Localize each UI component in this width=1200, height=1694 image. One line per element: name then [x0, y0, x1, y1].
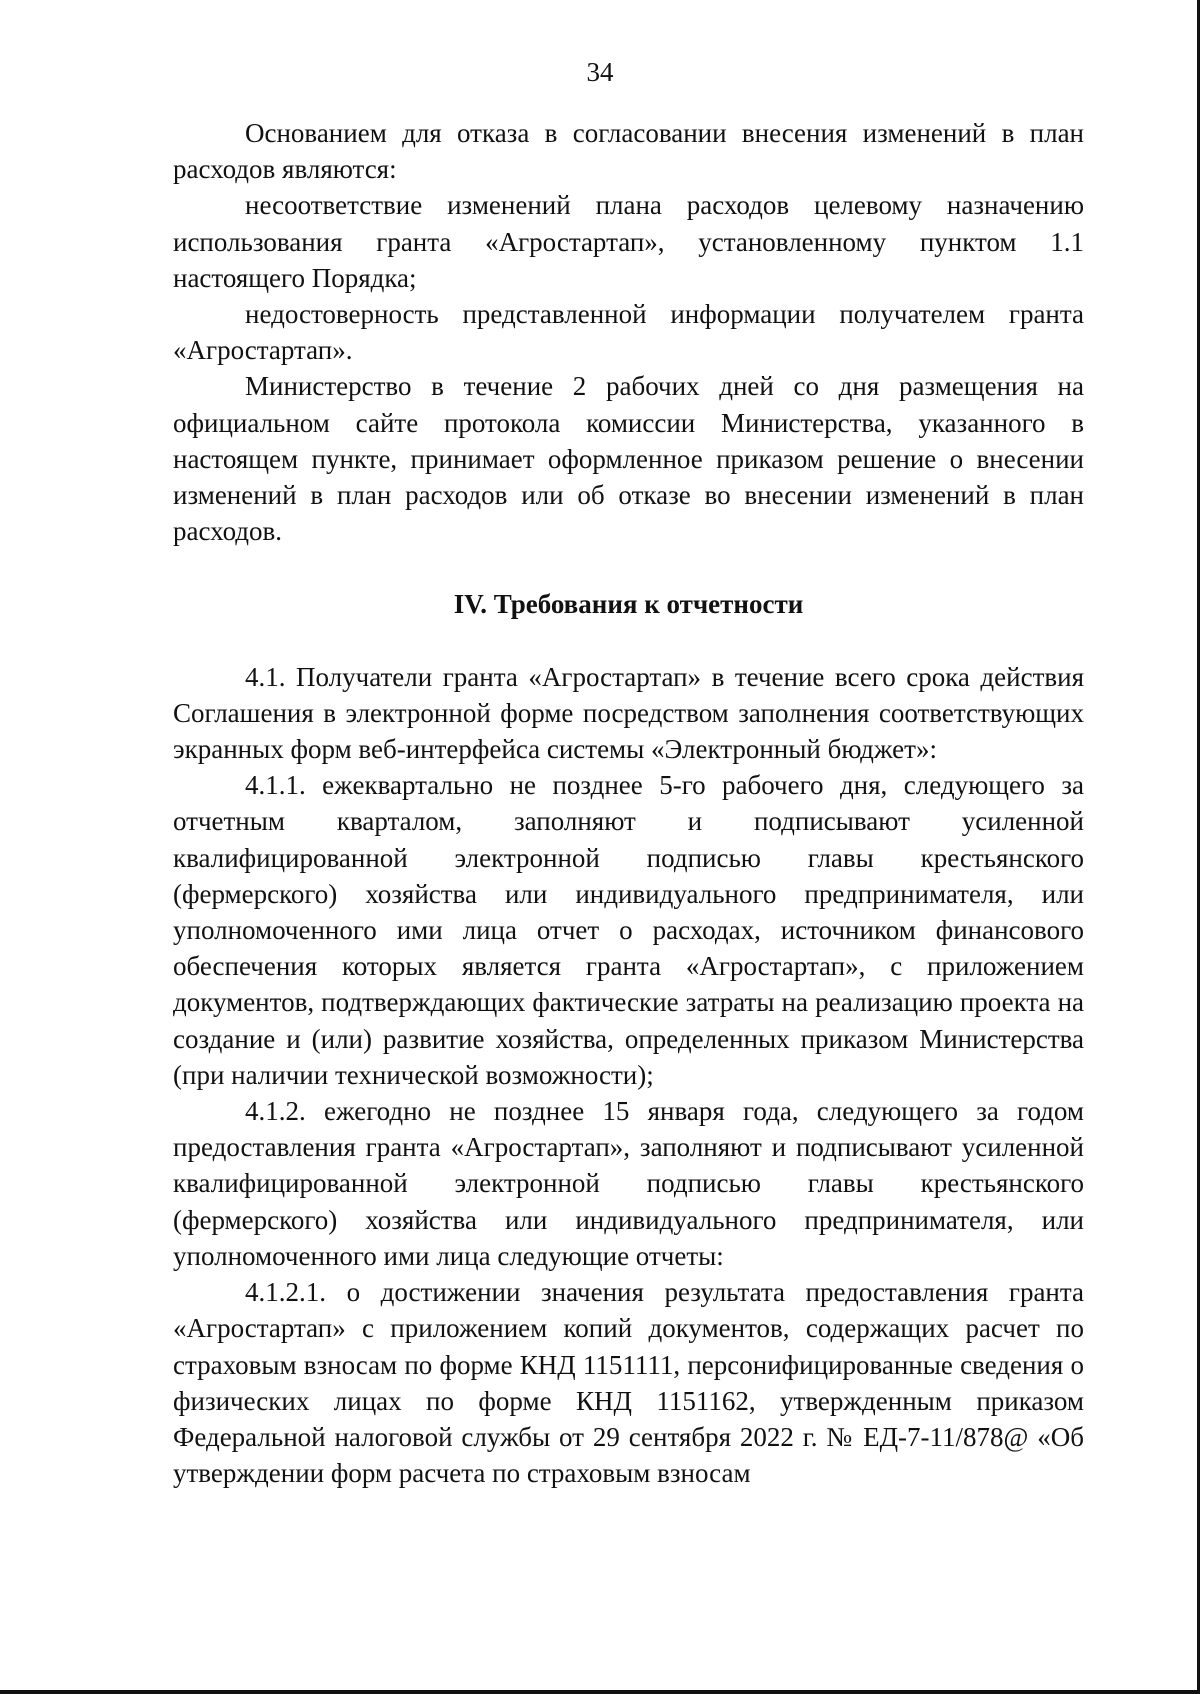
- section-heading: IV. Требования к отчетности: [453, 589, 804, 620]
- page-body: [173, 115, 1084, 1491]
- paragraph-4-1-2: 4.1.2. ежегодно не позднее 15 января года, следующего за годом предоставления гранта «Агростартап», заполняют и подписывают усиленной квалифицированной электронной подписью главы крестьянского (фермерского) хозяйства или индивидуального предпринимателя, или уполномоченного ими лица следующие отчеты:: [173, 1096, 1084, 1271]
- paragraph-4-1-1: 4.1.1. ежеквартально не позднее 5-го рабочего дня, следующего за отчетным кварталом, заполняют и подписывают усиленной квалифицированной электронной подписью главы крестьянского (фермерского) хозяйства или индивидуального предпринимателя, или уполномоченного ими лица отчет о расходах, источником финансового обеспечения которых является гранта «Агростартап», с приложением документов, подтверждающих фактические затраты на реализацию проекта на создание и (или) развитие хозяйства, определенных приказом Министерства (при наличии технической возможности);: [173, 770, 1084, 1090]
- paragraph-refusal-grounds: Основанием для отказа в согласовании внесения изменений в план расходов являются:: [173, 118, 1084, 185]
- paragraph-4-1: 4.1. Получатели гранта «Агростартап» в течение всего срока действия Соглашения в электронной форме посредством заполнения соответствующих экранных форм веб-интерфейса системы «Электронный бюджет»:: [173, 661, 1084, 765]
- paragraph-4-1-2-1: 4.1.2.1. о достижении значения результата предоставления гранта «Агростартап» с приложением копий документов, содержащих расчет по страховым взносам по форме КНД 1151111, персонифицированные сведения о физических лицах по форме КНД 1151162, утвержденным приказом Федеральной налоговой службы от 29 сентября 2022 г. № ЕД-7-11/878@ «Об утверждении форм расчета по страховым взносам: [173, 1277, 1084, 1489]
- paragraph-inconsistency: несоответствие изменений плана расходов целевому назначению использования гранта «Агростартап», установленному пунктом 1.1 настоящего Порядка;: [173, 190, 1084, 293]
- paragraph-ministry-decision: Министерство в течение 2 рабочих дней со дня размещения на официальном сайте протокола комиссии Министерства, указанного в настоящем пункте, принимает оформленное приказом решение о внесении изменений в план расходов или об отказе во внесении изменений в план расходов.: [173, 371, 1084, 547]
- page-number: 34: [586, 57, 614, 87]
- scan-edge-bottom: [0, 1690, 1200, 1694]
- paragraph-unreliability: недостоверность представленной информации получателем гранта «Агростартап».: [173, 299, 1084, 366]
